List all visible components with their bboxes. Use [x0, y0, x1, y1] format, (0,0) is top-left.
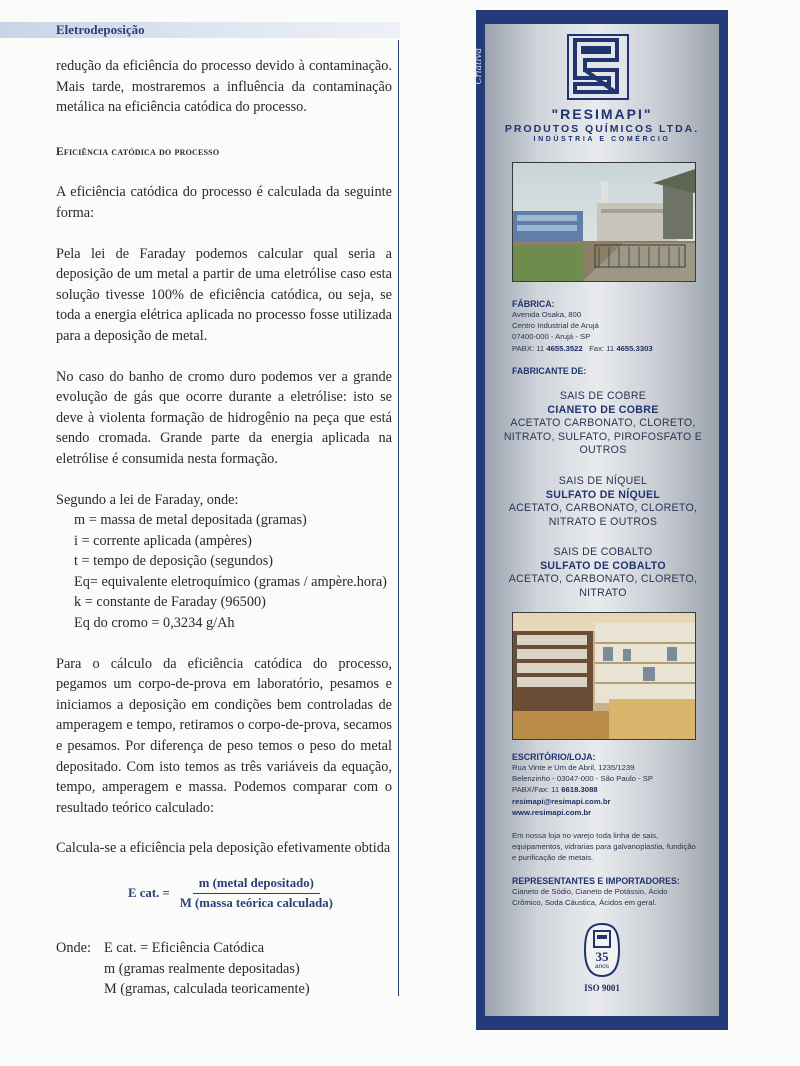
store-note: Em nossa loja no varejo toda linha de sais, equipamentos, vidrarias para galvanoplastia, fundição e purificação de metais.: [512, 831, 696, 863]
efficiency-formula: [128, 876, 337, 911]
office-email[interactable]: resimapi@resimapi.com.br: [512, 796, 611, 806]
formula-fraction: [176, 876, 337, 911]
iso-certification: ISO 9001: [584, 983, 620, 993]
product-detail: ACETATO CARBONATO, CLORETO, NITRATO, SULFATO, PIROFOSFATO E OUTROS: [503, 417, 703, 457]
company-subtitle-2: INDÚSTRIA E COMÉRCIO: [533, 136, 671, 143]
office-phone: PABX/Fax: 11 6618.3088: [512, 785, 598, 795]
legend-line: m (gramas realmente depositadas): [104, 960, 300, 977]
definition-item: i = corrente aplicada (ampères): [74, 532, 252, 549]
formula-denominator: M (massa teórica calculada): [179, 896, 333, 910]
product-group-copper: [500, 390, 706, 458]
factory-block: [512, 299, 712, 354]
representatives-text: Cianeto de Sódio, Cianeto de Potássio, Ácido Crômico, Soda Cáustica, Ácidos em geral.: [512, 887, 668, 908]
factory-phones: PABX: 11 4655.3522 Fax: 11 4655.3303: [512, 343, 653, 353]
article-column: [56, 56, 392, 859]
badge-label: anos: [594, 963, 610, 970]
product-highlight: CIANETO DE COBRE: [547, 403, 659, 416]
paragraph-7: Calcula-se a eficiência pela deposição efetivamente obtida: [56, 840, 391, 857]
company-subtitle: PRODUTOS QUÍMICOS LTDA.: [504, 123, 700, 135]
running-header-title: Eletrodeposição: [56, 22, 145, 37]
product-detail: ACETATO, CARBONATO, CLORETO, NITRATO E OUTROS: [508, 502, 698, 528]
paragraph-3: Pela lei de Faraday podemos calcular qual seria a deposição de um metal a partir de uma eletrólise caso esta solução tivesse 100% de eficiência catódica, ou seja, se toda a energia elétrica aplicada no processo fosse utilizada para a deposição de metal.: [56, 245, 392, 344]
formula-numerator: m (metal depositado): [193, 876, 320, 894]
office-heading: ESCRITÓRIO/LOJA:: [512, 752, 596, 762]
ad-credit: Criativa: [474, 48, 484, 85]
paragraph-4: No caso do banho de cromo duro podemos ver a grande evolução de gás que ocorre durante a eletrólise: isto se deve à violenta formação de hidrogênio na peça que está sendo cromada. Grande parte da energia aplicada na eletrólise é consumida nesta formação.: [56, 368, 392, 467]
product-title: SAIS DE NÍQUEL: [558, 475, 648, 487]
formula-lhs: E cat. =: [128, 886, 170, 900]
paragraph-1: redução da eficiência do processo devido à contaminação. Mais tarde, mostraremos a influência da contaminação metálica na eficiência catódica do processo.: [56, 58, 392, 116]
legend-label: Onde:: [56, 940, 91, 956]
resimapi-logo-icon: [567, 34, 629, 100]
representatives-block: [512, 876, 698, 908]
maker-heading: FABRICANTE DE:: [512, 366, 587, 376]
product-highlight: SULFATO DE NÍQUEL: [545, 488, 661, 501]
factory-heading: FÁBRICA:: [512, 299, 555, 309]
product-highlight: SULFATO DE COBALTO: [540, 559, 666, 572]
definition-item: Eq= equivalente eletroquímico (gramas / ampère.hora): [74, 573, 387, 590]
definitions-list: [56, 510, 392, 634]
office-block: [512, 752, 712, 818]
product-group-cobalt: [500, 546, 706, 600]
factory-address-line: Centro Industrial de Arujá: [512, 321, 599, 331]
product-group-nickel: [500, 475, 706, 529]
paragraph-5: Segundo a lei de Faraday, onde:: [56, 491, 239, 508]
section-title: Eficiência catódica do processo: [56, 145, 220, 158]
office-website[interactable]: www.resimapi.com.br: [512, 807, 592, 817]
company-name: "RESIMAPI": [551, 106, 653, 122]
legend-line: E cat. = Eficiência Catódica: [104, 940, 265, 956]
column-divider: [398, 40, 399, 996]
definition-item: m = massa de metal depositada (gramas): [74, 512, 307, 529]
factory-address-line: Avenida Osaka, 800: [512, 310, 582, 319]
anniversary-badge: [583, 922, 621, 978]
formula-legend: [56, 938, 392, 1000]
factory-photo: [512, 162, 696, 282]
definition-item: k = constante de Faraday (96500): [74, 594, 266, 611]
product-detail: ACETATO, CARBONATO, CLORETO, NITRATO: [508, 573, 698, 599]
paragraph-6: Para o cálculo da eficiência catódica do processo, pegamos um corpo-de-prova em laboratório, pesamos e iniciamos a deposição em condições bem controladas de amperagem e tempo, retiramos o corpo-de-prova, secamos e pesamos. Por diferença de peso temos o peso do metal depositado. Com isto temos as três variáveis da equação, tempo, amperagem e massa. Podemos comparar com o resultado teórico calculado:: [56, 655, 392, 816]
legend-line: M (gramas, calculada teoricamente): [104, 981, 310, 998]
factory-address-line: 07400-000 - Arujá - SP: [512, 332, 591, 342]
product-title: SAIS DE COBALTO: [553, 546, 653, 558]
office-address-line: Belenzinho - 03047-000 - São Paulo - SP: [512, 774, 654, 784]
definition-item: Eq do cromo = 0,3234 g/Ah: [74, 615, 235, 632]
brand-block: [485, 106, 719, 143]
definition-item: t = tempo de deposição (segundos): [74, 553, 274, 570]
product-title: SAIS DE COBRE: [559, 390, 647, 402]
office-address-line: Rua Vinte e Um de Abril, 1235/1239: [512, 763, 635, 772]
paragraph-2: A eficiência catódica do processo é calculada da seguinte forma:: [56, 184, 392, 221]
badge-number: 35: [595, 949, 609, 964]
store-photo: [512, 612, 696, 740]
representatives-heading: REPRESENTANTES E IMPORTADORES:: [512, 876, 680, 886]
